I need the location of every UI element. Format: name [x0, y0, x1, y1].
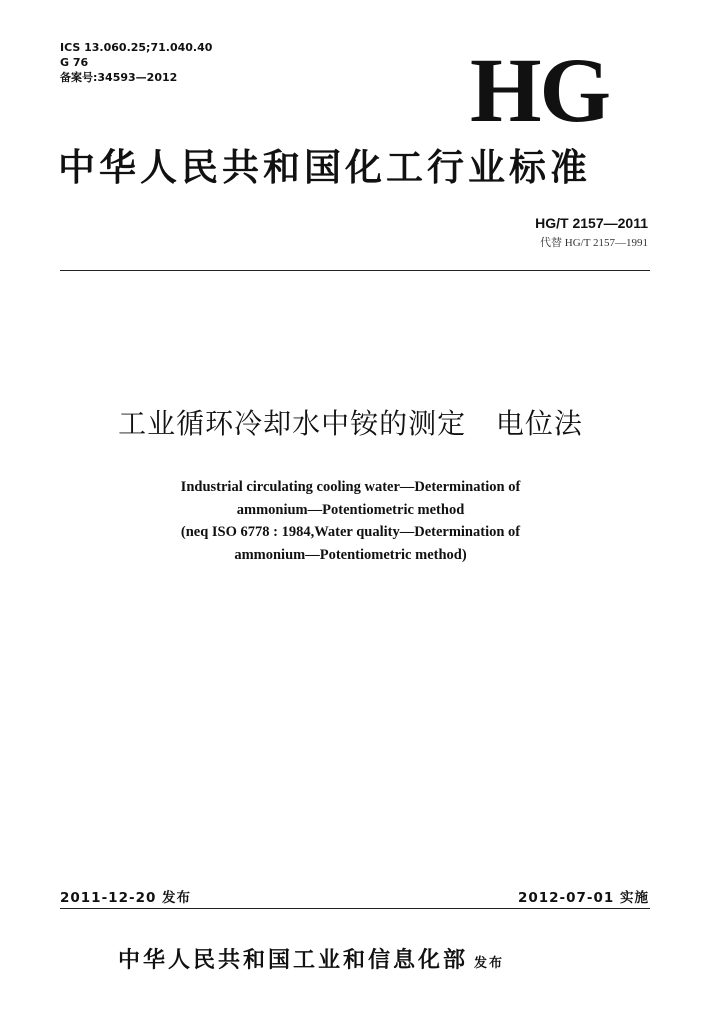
ics-code: ICS 13.060.25;71.040.40 [60, 41, 213, 54]
ccs-code: G 76 [60, 56, 89, 69]
title-en-line: (neq ISO 6778 : 1984,Water quality—Determination of [180, 524, 521, 540]
title-en-line: Industrial circulating cooling water—Determination of [180, 479, 521, 495]
document-title-en [0, 476, 701, 566]
document-title-cn: 工业循环冷却水中铵的测定 电位法 [118, 407, 583, 440]
standard-title: 中华人民共和国化工行业标准 [58, 145, 591, 189]
record-number: 备案号:34593—2012 [60, 71, 178, 84]
meta-block [60, 40, 212, 85]
title-en-line: ammonium—Potentiometric method) [234, 546, 467, 563]
effective-date: 2012-07-01 实施 [517, 890, 649, 906]
standard-number: HG/T 2157—2011 [535, 215, 648, 231]
publisher-suffix: 发布 [474, 956, 505, 971]
standard-code-block [535, 215, 648, 250]
hg-logo: HG [470, 39, 610, 141]
header-divider [60, 270, 650, 271]
publisher-line [118, 943, 504, 974]
title-en-line: ammonium—Potentiometric method [236, 501, 465, 518]
publisher-name: 中华人民共和国工业和信息化部 [118, 948, 469, 973]
replaces-note: 代替 HG/T 2157—1991 [540, 237, 648, 249]
issue-date: 2011-12-20 发布 [60, 890, 192, 906]
footer-divider [60, 908, 650, 909]
